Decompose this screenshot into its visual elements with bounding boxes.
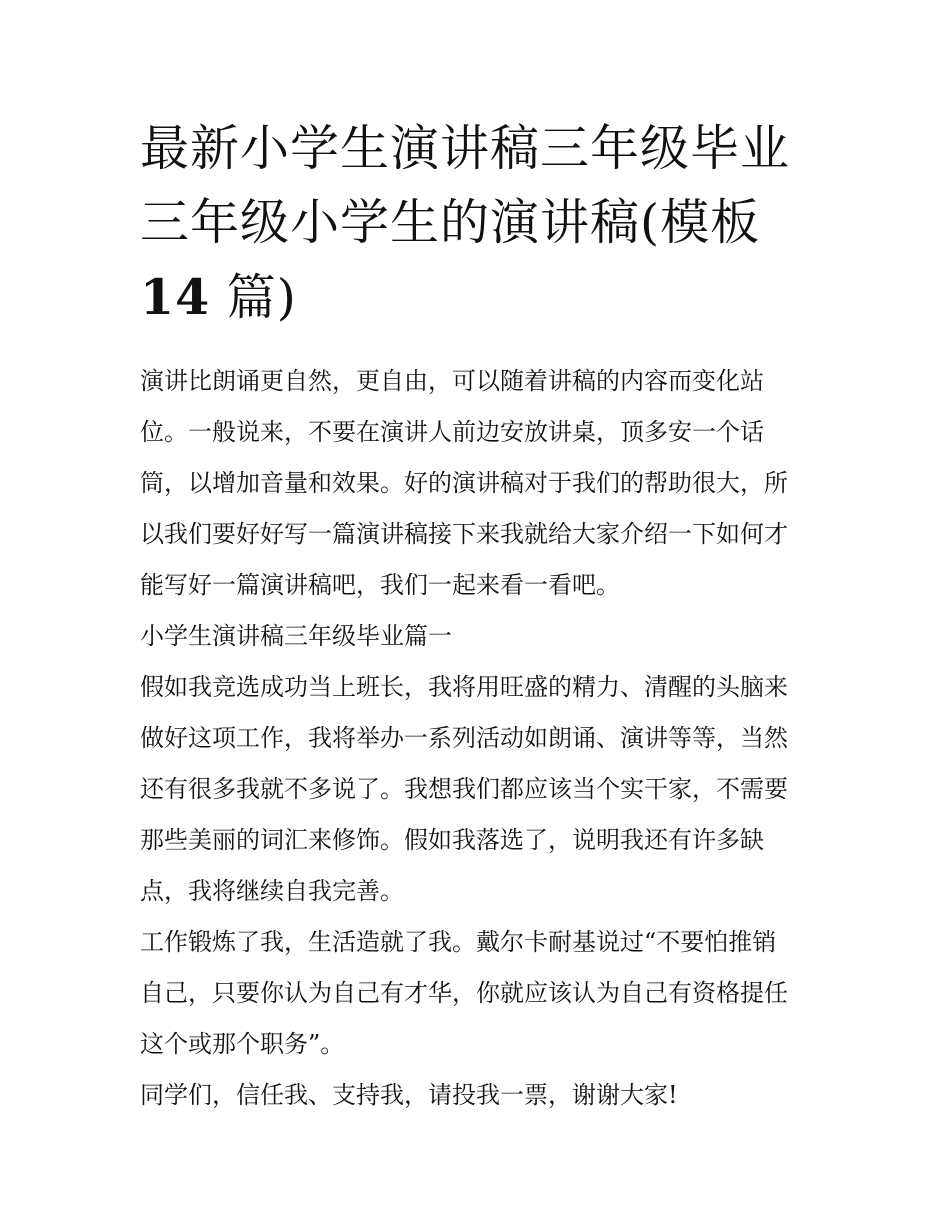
text-line: 能写好一篇演讲稿吧，我们一起来看一看吧。 bbox=[140, 571, 620, 599]
text-line: 还有很多我就不多说了。我想我们都应该当个实干家，不需要 bbox=[140, 775, 788, 803]
section-heading: 小学生演讲稿三年级毕业篇一 bbox=[140, 622, 452, 650]
text-line: 演讲比朗诵更自然，更自由，可以随着讲稿的内容而变化站 bbox=[140, 367, 764, 395]
title-suffix: 篇) bbox=[210, 269, 297, 326]
speech-paragraph-2 bbox=[140, 917, 830, 1070]
document-title bbox=[140, 112, 840, 335]
title-line-3 bbox=[140, 260, 840, 335]
text-line: 这个或那个职务”。 bbox=[140, 1030, 345, 1058]
speech-paragraph-3 bbox=[140, 1070, 830, 1121]
text-line: 做好这项工作，我将举办一系列活动如朗诵、演讲等等，当然 bbox=[140, 724, 788, 752]
speech-paragraph-1 bbox=[140, 662, 830, 917]
title-line-2: 三年级小学生的演讲稿(模板 bbox=[140, 194, 761, 251]
text-line: 以我们要好好写一篇演讲稿接下来我就给大家介绍一下如何才 bbox=[140, 520, 788, 548]
title-line-1: 最新小学生演讲稿三年级毕业 bbox=[140, 120, 791, 177]
title-count: 14 bbox=[140, 268, 211, 326]
text-line: 同学们，信任我、支持我，请投我一票，谢谢大家! bbox=[140, 1081, 678, 1109]
text-line: 位。一般说来，不要在演讲人前边安放讲桌，顶多安一个话 bbox=[140, 418, 764, 446]
text-line: 筒，以增加音量和效果。好的演讲稿对于我们的帮助很大，所 bbox=[140, 469, 788, 497]
text-line: 假如我竞选成功当上班长，我将用旺盛的精力、清醒的头脑来 bbox=[140, 673, 788, 701]
intro-paragraph bbox=[140, 356, 830, 611]
text-line: 工作锻炼了我，生活造就了我。戴尔卡耐基说过“不要怕推销 bbox=[140, 928, 777, 956]
text-line: 那些美丽的词汇来修饰。假如我落选了，说明我还有许多缺 bbox=[140, 826, 764, 854]
text-line: 自己，只要你认为自己有才华，你就应该认为自己有资格提任 bbox=[140, 979, 788, 1007]
text-line: 点，我将继续自我完善。 bbox=[140, 877, 404, 905]
document-body bbox=[140, 356, 830, 1121]
